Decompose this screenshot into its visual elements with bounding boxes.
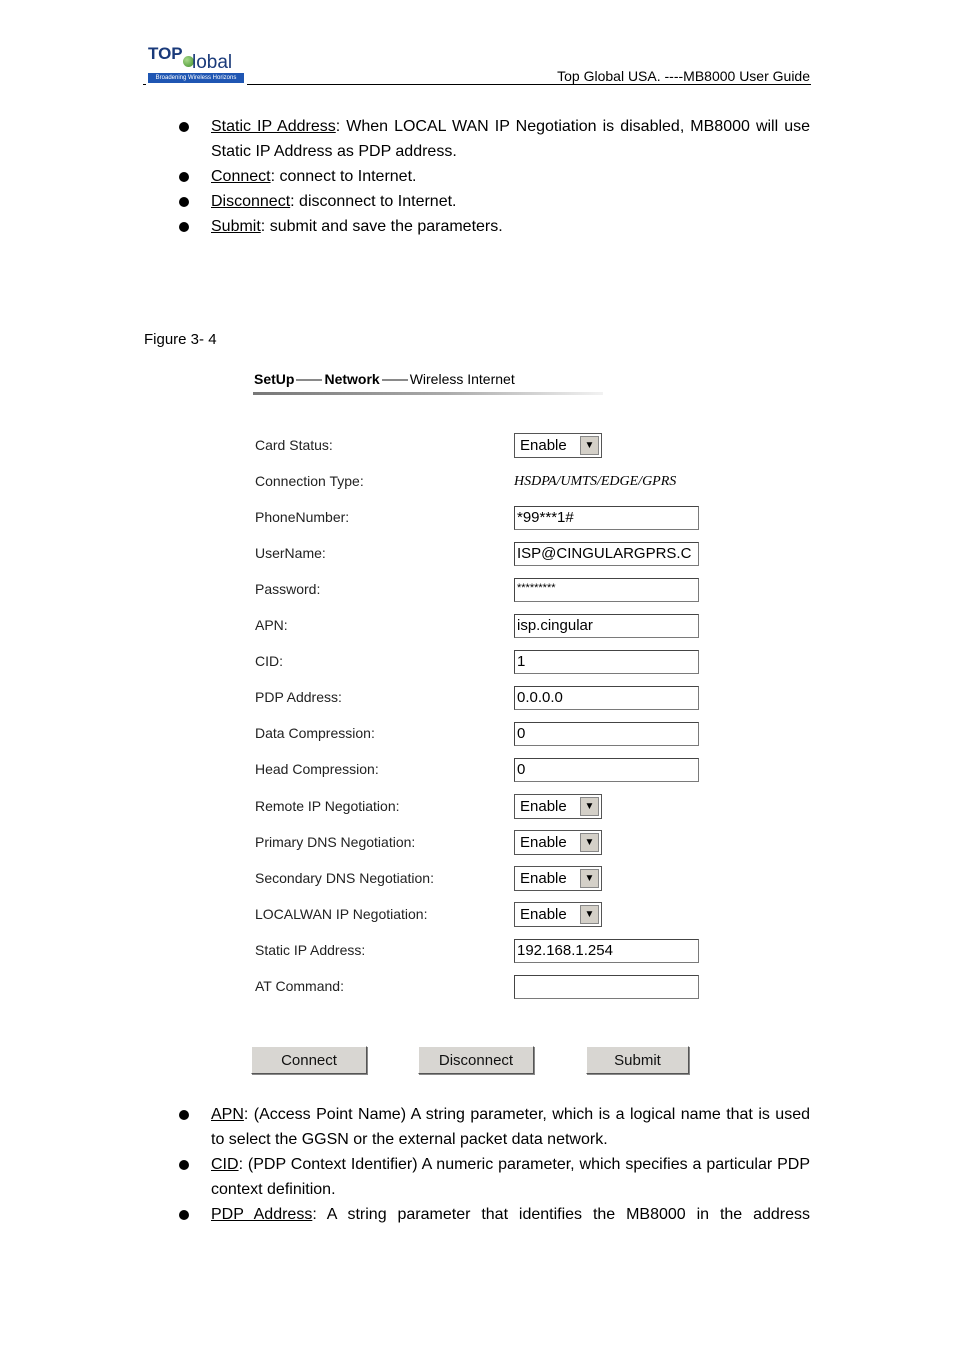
- bullet-term: Disconnect: [211, 193, 291, 210]
- bullet-text: : submit and save the parameters.: [260, 218, 503, 235]
- chevron-down-icon: ▼: [580, 833, 599, 852]
- bullet-text: : (Access Point Name) A string parameter, which is a logical name that is used to select the GGSN or the external packet data network.: [211, 1106, 810, 1148]
- list-item: [176, 214, 810, 239]
- bullet-text: : connect to Internet.: [270, 168, 417, 185]
- chevron-down-icon: ▼: [580, 905, 599, 924]
- figure-caption: Figure 3- 4: [144, 331, 217, 348]
- apn-input[interactable]: isp.cingular: [514, 614, 699, 638]
- primary-dns-negotiation-value: Enable: [520, 834, 567, 851]
- cid-label: CID:: [255, 653, 283, 669]
- bullet-list-bottom: [176, 1102, 810, 1227]
- remote-ip-negotiation-select[interactable]: [514, 794, 602, 819]
- bullet-text: : A string parameter that identifies the MB8000 in the address: [312, 1206, 810, 1223]
- bullet-list-top: [176, 114, 810, 239]
- connection-type-label: Connection Type:: [255, 473, 364, 489]
- logo-tagline: Broadening Wireless Horizons: [148, 73, 244, 83]
- connection-type-value: HSDPA/UMTS/EDGE/GPRS: [514, 474, 677, 489]
- cid-input[interactable]: 1: [514, 650, 699, 674]
- localwan-ip-negotiation-select[interactable]: [514, 902, 602, 927]
- primary-dns-negotiation-label: Primary DNS Negotiation:: [255, 834, 416, 850]
- logo-global-text: lobal: [192, 52, 233, 73]
- data-compression-input[interactable]: 0: [514, 722, 699, 746]
- secondary-dns-negotiation-select[interactable]: [514, 866, 602, 891]
- card-status-label: Card Status:: [255, 437, 333, 453]
- header-divider-left: [143, 84, 146, 85]
- breadcrumb-current: Wireless Internet: [409, 371, 515, 387]
- card-status-value: Enable: [520, 437, 567, 454]
- bullet-term: Submit: [211, 218, 261, 235]
- pdp-address-label: PDP Address:: [255, 689, 342, 705]
- chevron-down-icon: ▼: [580, 869, 599, 888]
- list-item: [176, 1202, 810, 1227]
- card-status-select[interactable]: [514, 433, 602, 458]
- secondary-dns-negotiation-value: Enable: [520, 870, 567, 887]
- list-item: [176, 1152, 810, 1202]
- bullet-icon: [179, 1210, 189, 1220]
- at-command-input[interactable]: [514, 975, 699, 999]
- breadcrumb-underline: [253, 392, 603, 395]
- guide-title: Top Global USA. ----MB8000 User Guide: [557, 68, 810, 84]
- submit-button[interactable]: Submit: [586, 1046, 689, 1074]
- bullet-text: : (PDP Context Identifier) A numeric parameter, which specifies a particular PDP context definition.: [211, 1156, 810, 1198]
- breadcrumb: [254, 371, 515, 387]
- remote-ip-negotiation-label: Remote IP Negotiation:: [255, 798, 400, 814]
- connect-button[interactable]: Connect: [251, 1046, 367, 1074]
- breadcrumb-separator: [296, 379, 322, 381]
- header-divider: [247, 84, 811, 85]
- static-ip-input[interactable]: 192.168.1.254: [514, 939, 699, 963]
- head-compression-input[interactable]: 0: [514, 758, 699, 782]
- username-label: UserName:: [255, 545, 326, 561]
- username-input[interactable]: ISP@CINGULARGPRS.C: [514, 542, 699, 566]
- pdp-address-input[interactable]: 0.0.0.0: [514, 686, 699, 710]
- localwan-ip-negotiation-value: Enable: [520, 906, 567, 923]
- bullet-icon: [179, 172, 189, 182]
- breadcrumb-network[interactable]: Network: [324, 371, 380, 387]
- bullet-term: CID: [211, 1156, 239, 1173]
- data-compression-label: Data Compression:: [255, 725, 375, 741]
- bullet-icon: [179, 122, 189, 132]
- at-command-label: AT Command:: [255, 978, 344, 994]
- disconnect-button[interactable]: Disconnect: [418, 1046, 534, 1074]
- primary-dns-negotiation-select[interactable]: [514, 830, 602, 855]
- bullet-icon: [179, 197, 189, 207]
- bullet-icon: [179, 1110, 189, 1120]
- password-label: Password:: [255, 581, 321, 597]
- localwan-ip-negotiation-label: LOCALWAN IP Negotiation:: [255, 906, 428, 922]
- bullet-icon: [179, 222, 189, 232]
- breadcrumb-separator: [382, 379, 408, 381]
- bullet-term: Connect: [211, 168, 271, 185]
- secondary-dns-negotiation-label: Secondary DNS Negotiation:: [255, 870, 434, 886]
- phone-number-label: PhoneNumber:: [255, 509, 350, 525]
- remote-ip-negotiation-value: Enable: [520, 798, 567, 815]
- list-item: [176, 1102, 810, 1152]
- apn-label: APN:: [255, 617, 288, 633]
- bullet-term: Static IP Address: [211, 118, 336, 135]
- head-compression-label: Head Compression:: [255, 761, 379, 777]
- bullet-term: PDP Address: [211, 1206, 313, 1223]
- list-item: [176, 189, 810, 214]
- chevron-down-icon: ▼: [580, 436, 599, 455]
- bullet-term: APN: [211, 1106, 244, 1123]
- topglobal-logo: [146, 44, 246, 86]
- static-ip-label: Static IP Address:: [255, 942, 366, 958]
- password-input[interactable]: *********: [514, 578, 699, 602]
- logo-top-text: TOP: [148, 44, 183, 63]
- bullet-text: : disconnect to Internet.: [290, 193, 457, 210]
- bullet-icon: [179, 1160, 189, 1170]
- breadcrumb-setup[interactable]: SetUp: [254, 371, 295, 387]
- bullet-text: : When LOCAL WAN IP Negotiation is disabled, MB8000 will use Static IP Address as PDP address.: [211, 118, 811, 160]
- phone-number-input[interactable]: *99***1#: [514, 506, 699, 530]
- list-item: [176, 114, 810, 164]
- chevron-down-icon: ▼: [580, 797, 599, 816]
- list-item: [176, 164, 810, 189]
